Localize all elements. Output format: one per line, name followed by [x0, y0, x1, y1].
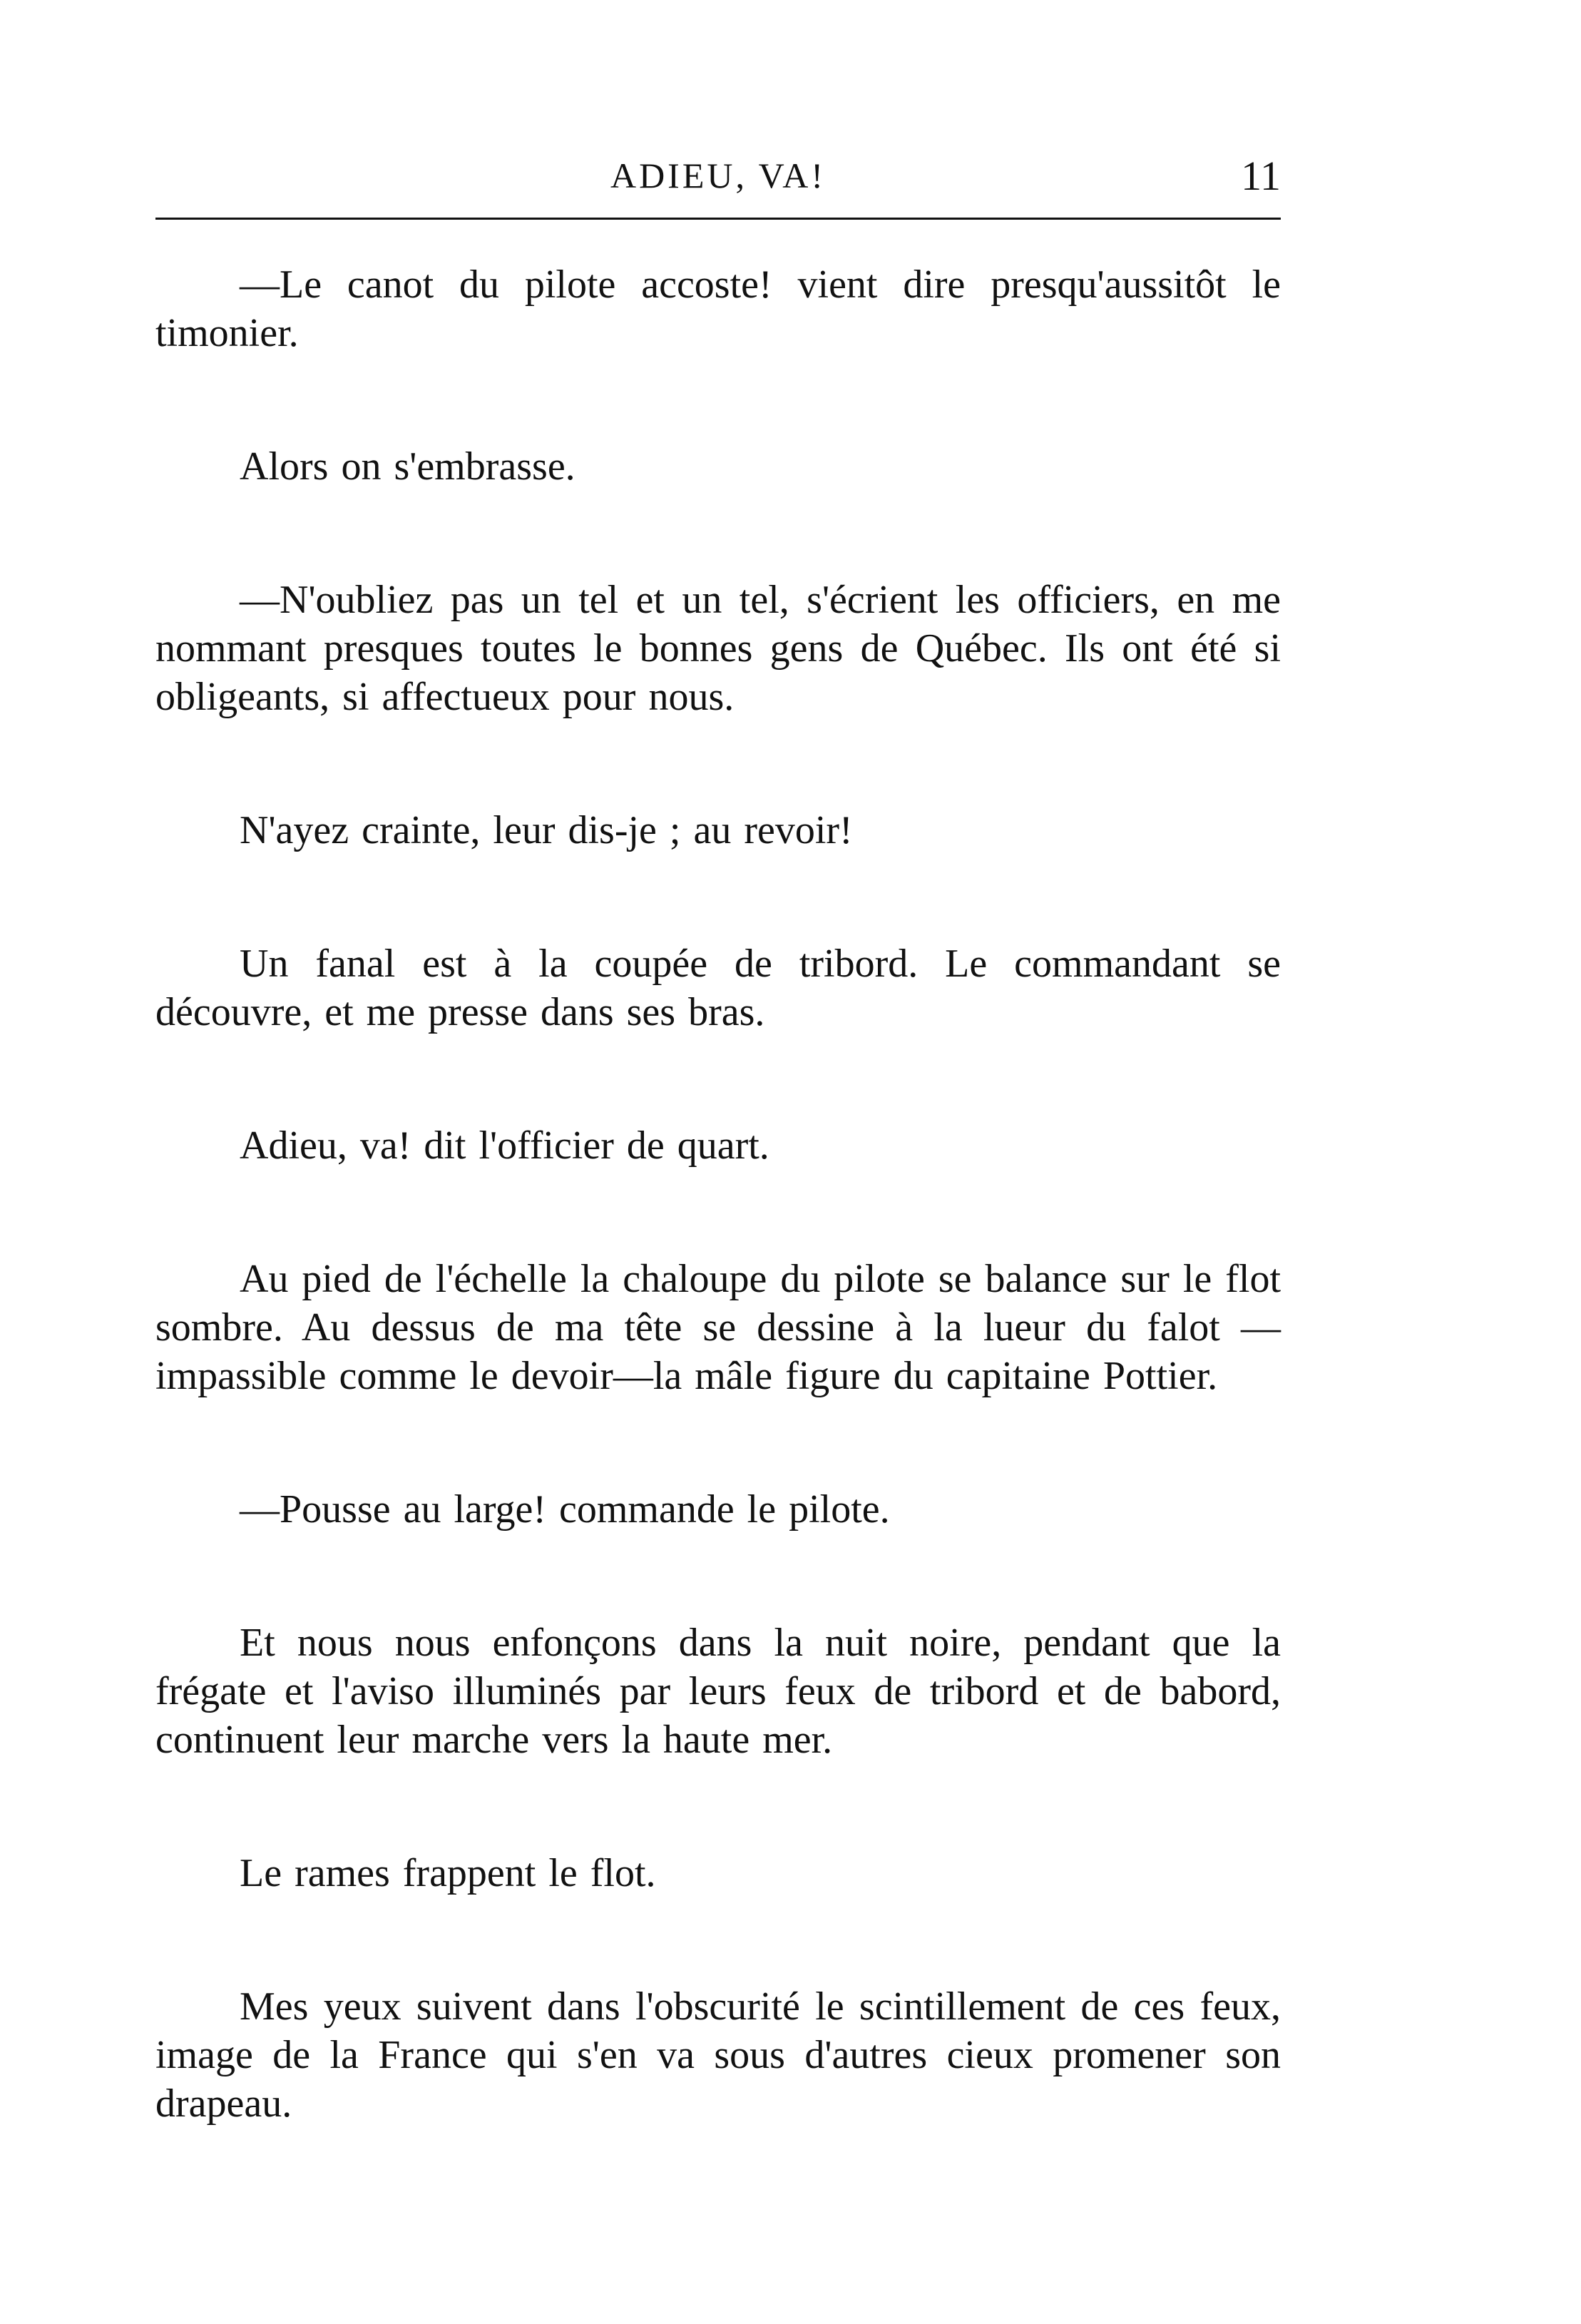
paragraph: —Le canot du pilote accoste! vient dire presqu'aussitôt le timonier.	[155, 263, 1281, 355]
page-number: 11	[1241, 153, 1281, 199]
paragraph: N'ayez crainte, leur dis-je ; au revoir!	[240, 808, 853, 852]
paragraph: —N'oubliez pas un tel et un tel, s'écrient les officiers, en me nommant presques toutes le bonnes gens de Québec. Ils ont été si obligeants, si affectueux pour nous.	[155, 578, 1281, 719]
paragraph: Alors on s'embrasse.	[240, 444, 575, 489]
paragraph: Le rames frappent le flot.	[240, 1851, 656, 1895]
running-title: ADIEU, VA!	[610, 156, 827, 195]
page-header	[155, 146, 1281, 199]
paragraph: Un fanal est à la coupée de tribord. Le commandant se découvre, et me presse dans ses bras.	[155, 942, 1281, 1034]
header-rule	[155, 218, 1281, 220]
paragraph: Au pied de l'échelle la chaloupe du pilote se balance sur le flot sombre. Au dessus de ma tête se dessine à la lueur du falot —impassible comme le devoir—la mâle figure du capitaine Pottier.	[155, 1257, 1281, 1398]
paragraph: Et nous nous enfonçons dans la nuit noire, pendant que la frégate et l'aviso illuminés par leurs feux de tribord et de babord, continuent leur marche vers la haute mer.	[155, 1621, 1281, 1762]
paragraph: Adieu, va! dit l'officier de quart.	[240, 1123, 769, 1168]
paragraph: Mes yeux suivent dans l'obscurité le scintillement de ces feux, image de la France qui s'en va sous d'autres cieux promener son drapeau.	[155, 1984, 1281, 2126]
body-text	[155, 260, 1281, 2128]
paragraph: —Pousse au large! commande le pilote.	[240, 1487, 890, 1532]
